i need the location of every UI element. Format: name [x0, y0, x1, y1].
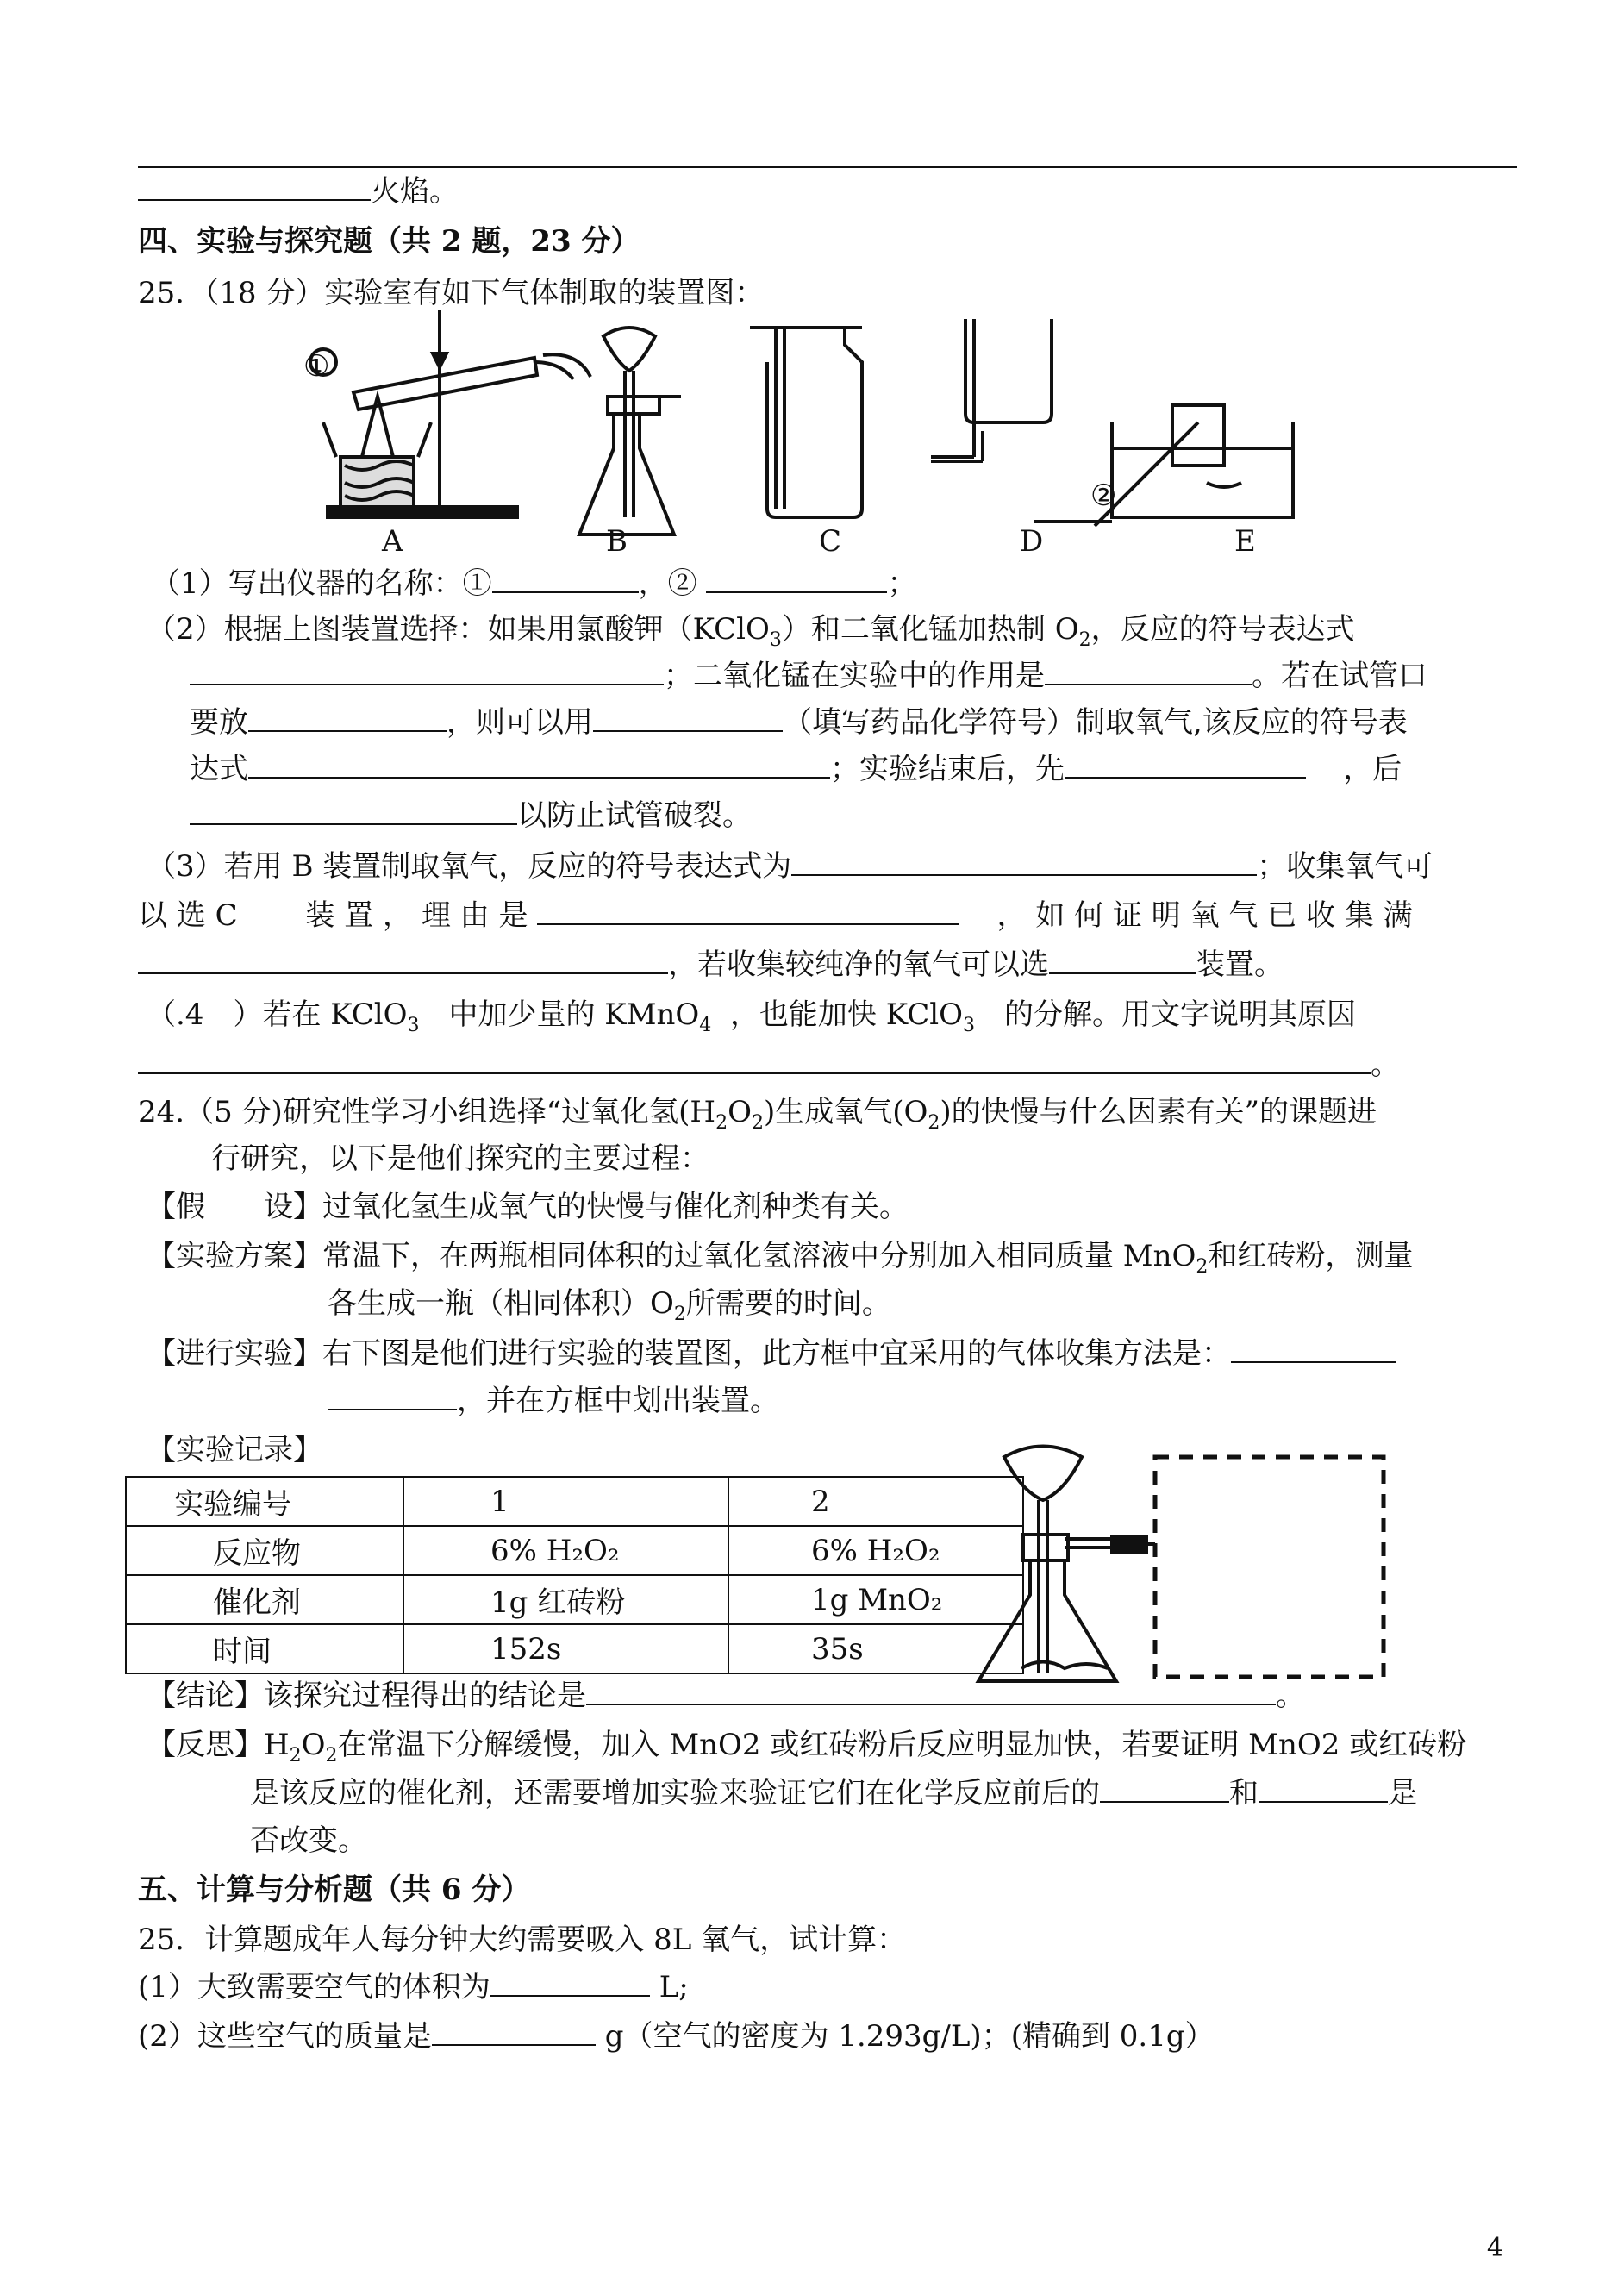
table-cell: 时间	[126, 1624, 403, 1673]
q24-experiment-line-1: 【进行实验】右下图是他们进行实验的装置图，此方框中宜采用的气体收集方法是：	[147, 1335, 1396, 1373]
apparatus-e	[1034, 405, 1293, 526]
table-row	[126, 1575, 1023, 1624]
answer-blank[interactable]	[190, 658, 664, 685]
q24-line-2: 行研究，以下是他们探究的主要过程：	[211, 1141, 709, 1176]
answer-blank[interactable]	[190, 797, 517, 825]
answer-blank[interactable]	[138, 947, 668, 974]
answer-blank[interactable]	[138, 173, 371, 201]
header-rule	[138, 166, 1517, 168]
table-row	[126, 1477, 1023, 1526]
q25-part-2-line-3: 要放 ，则可以用 （填写药品化学符号）制取氧气,该反应的符号表	[190, 705, 1408, 740]
answer-blank[interactable]	[537, 897, 959, 925]
table-cell: 1g 红砖粉	[403, 1575, 728, 1624]
answer-blank[interactable]	[1100, 1775, 1229, 1803]
flask-apparatus-figure	[970, 1440, 1392, 1690]
q24-reflection-line-1: 【反思】$H_2O_2$在常温下分解缓慢，加入 MnO2 或红砖粉后反应明显加快，若要证明 MnO2 或红砖粉	[147, 1728, 1467, 1767]
q25-part-2-line-2: ；二氧化锰在实验中的作用是 。若在试管口	[190, 657, 1427, 695]
q25-part-2-line-5: 以防止试管破裂。	[190, 797, 752, 835]
answer-blank[interactable]	[1231, 1335, 1396, 1363]
answer-blank[interactable]	[248, 751, 830, 779]
answer-blank[interactable]	[248, 704, 447, 732]
calc-part-1: (1）大致需要空气的体积为 L;	[138, 1970, 689, 2004]
flame-line: 火焰。	[138, 172, 459, 210]
q24-record-label: 【实验记录】	[147, 1433, 322, 1467]
table-cell: 1	[403, 1477, 728, 1526]
table-row	[126, 1624, 1023, 1673]
answer-blank[interactable]	[328, 1383, 457, 1410]
circle-1-label: ①	[303, 349, 330, 384]
table-cell: 实验编号	[126, 1477, 403, 1526]
q24-line-1: 24.（5 分)研究性学习小组选择“过氧化氢$(H_2O_2)$生成氧气$(O_2)$的快慢与什么因素有关”的课题进	[138, 1095, 1377, 1134]
question-25-heading: 25．（18 分）实验室有如下气体制取的装置图：	[138, 276, 765, 310]
table-cell: 35s	[728, 1624, 1023, 1673]
q24-hypothesis: 【假 设】过氧化氢生成氧气的快慢与催化剂种类有关。	[147, 1190, 909, 1224]
label-a: A	[382, 524, 403, 559]
page-number: 4	[1486, 2233, 1503, 2263]
q25-part-2-line-4: 达式 ；实验结束后，先 ，后	[190, 752, 1402, 786]
table-cell: 反应物	[126, 1526, 403, 1575]
calc-part-2: (2）这些空气的质量是 g（空气的密度为 1.293g/L)；(精确到 0.1g）	[138, 2019, 1215, 2054]
answer-blank[interactable]	[1259, 1775, 1388, 1803]
table-cell: 6% H₂O₂	[728, 1526, 1023, 1575]
answer-blank[interactable]	[1065, 751, 1306, 779]
label-e: E	[1234, 524, 1256, 559]
label-c: C	[819, 524, 842, 559]
calc-question-heading: 25．计算题成年人每分钟大约需要吸入 8L 氧气，试计算：	[138, 1923, 907, 1957]
apparatus-d	[931, 319, 1052, 461]
q24-reflection-line-2: 是该反应的催化剂，还需要增加实验来验证它们在化学反应前后的 和 是	[250, 1776, 1417, 1810]
collection-box[interactable]	[1155, 1457, 1384, 1677]
answer-blank[interactable]	[432, 2018, 596, 2046]
section-4-title: 四、实验与探究题（共 2 题，23 分）	[138, 224, 640, 259]
answer-blank[interactable]	[593, 704, 783, 732]
answer-blank[interactable]	[490, 1969, 650, 1997]
circle-2-label: ②	[1090, 478, 1117, 513]
q25-part-3-line-2: 以 选 C 装 置 ， 理 由 是 ， 如 何 证 明 氧 气 已 收 集 满	[138, 898, 1413, 933]
q25-part-4: （.4 ）若在 KClO$_3$ 中加少量的 KMnO$_4$ ，也能加快 KClO$_3$ 的分解。用文字说明其原因	[147, 997, 1356, 1036]
apparatus-c	[750, 328, 862, 517]
answer-blank[interactable]	[1045, 658, 1252, 685]
q25-part-1: （1）写出仪器的名称：① ，② ；	[151, 566, 917, 601]
q25-part-2-line-1: （2）根据上图装置选择：如果用氯酸钾（KClO$_3$）和二氧化锰加热制 $O_2$，反应的符号表达式	[147, 612, 1355, 651]
apparatus-b	[579, 328, 681, 535]
label-b: B	[606, 524, 628, 559]
q24-reflection-line-3: 否改变。	[250, 1823, 367, 1858]
q24-plan-line-1: 【实验方案】常温下，在两瓶相同体积的过氧化氢溶液中分别加入相同质量 MnO$_2$和红砖粉，测量	[147, 1239, 1414, 1278]
answer-blank[interactable]	[492, 566, 639, 593]
table-cell: 6% H₂O₂	[403, 1526, 728, 1575]
answer-blank[interactable]	[791, 848, 1257, 876]
apparatus-a	[310, 310, 590, 517]
table-cell: 2	[728, 1477, 1023, 1526]
table-row	[126, 1526, 1023, 1575]
q25-part-3-line-1: （3）若用 B 装置制取氧气，反应的符号表达式为 ；收集氧气可	[147, 849, 1433, 884]
answer-blank[interactable]	[138, 1047, 1371, 1074]
label-d: D	[1020, 524, 1044, 559]
q25-part-3-line-3: ，若收集较纯净的氧气可以选 装置。	[138, 946, 1284, 984]
table-cell: 152s	[403, 1624, 728, 1673]
q24-experiment-line-2: ，并在方框中划出装置。	[328, 1382, 779, 1420]
experiment-record-table	[125, 1476, 1024, 1674]
answer-blank[interactable]	[586, 1678, 1276, 1705]
section-5-title: 五、计算与分析题（共 6 分）	[138, 1873, 531, 1907]
q24-conclusion: 【结论】该探究过程得出的结论是 。	[147, 1679, 1305, 1713]
answer-blank[interactable]	[706, 566, 887, 593]
answer-blank[interactable]	[1049, 947, 1196, 974]
q24-plan-line-2: 各生成一瓶（相同体积）$O_2$所需要的时间。	[328, 1286, 891, 1325]
table-cell: 催化剂	[126, 1575, 403, 1624]
q25-part-4-answer: 。	[138, 1046, 1400, 1084]
table-cell: 1g MnO₂	[728, 1575, 1023, 1624]
